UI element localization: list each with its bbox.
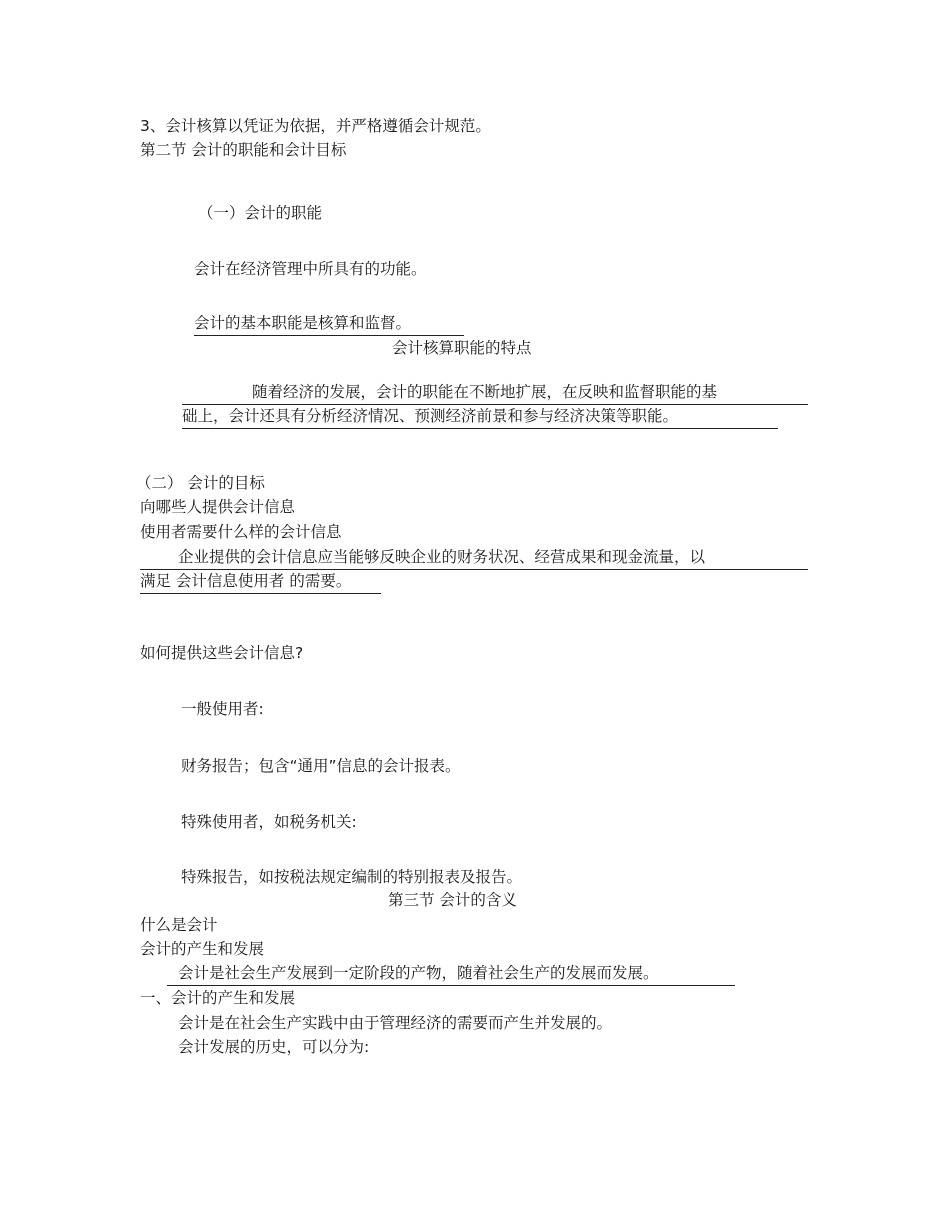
section-heading-2: 第二节 会计的职能和会计目标 [140, 141, 347, 159]
underlined-origin-statement: 会计是社会生产发展到一定阶段的产物，随着社会生产的发展而发展。 [167, 966, 735, 986]
line-general-users: 一般使用者: [181, 700, 264, 718]
line-history-stages: 会计发展的历史，可以分为: [178, 1038, 370, 1056]
line-accounting-principle-3: 3、会计核算以凭证为依据，并严格遵循会计规范。 [140, 117, 491, 135]
line-origin-explanation: 会计是在社会生产实践中由于管理经济的需要而产生并发展的。 [178, 1014, 613, 1032]
line-special-report: 特殊报告，如按税法规定编制的特别报表及报告。 [181, 868, 523, 886]
line-what-info-needed: 使用者需要什么样的会计信息 [140, 523, 342, 541]
subsection-heading-functions: （一）会计的职能 [198, 204, 323, 222]
centered-heading-accounting-features: 会计核算职能的特点 [392, 339, 532, 357]
line-who-receives-info: 向哪些人提供会计信息 [140, 498, 296, 516]
underlined-objective-line-2: 满足 会计信息使用者 的需要。 [140, 574, 381, 594]
section-heading-3: 第三节 会计的含义 [388, 891, 517, 909]
heading-origin-development: 一、会计的产生和发展 [140, 989, 296, 1007]
line-function-definition: 会计在经济管理中所具有的功能。 [194, 260, 427, 278]
subsection-heading-objectives: （二） 会计的目标 [136, 474, 265, 492]
underlined-paragraph-line-2: 础上，会计还具有分析经济情况、预测经济前景和参与经济决策等职能。 [182, 409, 778, 429]
underlined-paragraph-line-1: 随着经济的发展，会计的职能在不断地扩展，在反映和监督职能的基 [182, 385, 808, 405]
underlined-objective-line-1: 企业提供的会计信息应当能够反映企业的财务状况、经营成果和现金流量，以 [140, 550, 808, 570]
line-special-users: 特殊使用者，如税务机关: [181, 813, 357, 831]
line-how-to-provide: 如何提供这些会计信息? [140, 644, 304, 662]
line-what-is-accounting: 什么是会计 [140, 916, 218, 934]
line-financial-report: 财务报告；包含“通用”信息的会计报表。 [181, 757, 461, 775]
underlined-basic-functions: 会计的基本职能是核算和监督。 [194, 316, 464, 336]
line-origin-development: 会计的产生和发展 [140, 940, 265, 958]
